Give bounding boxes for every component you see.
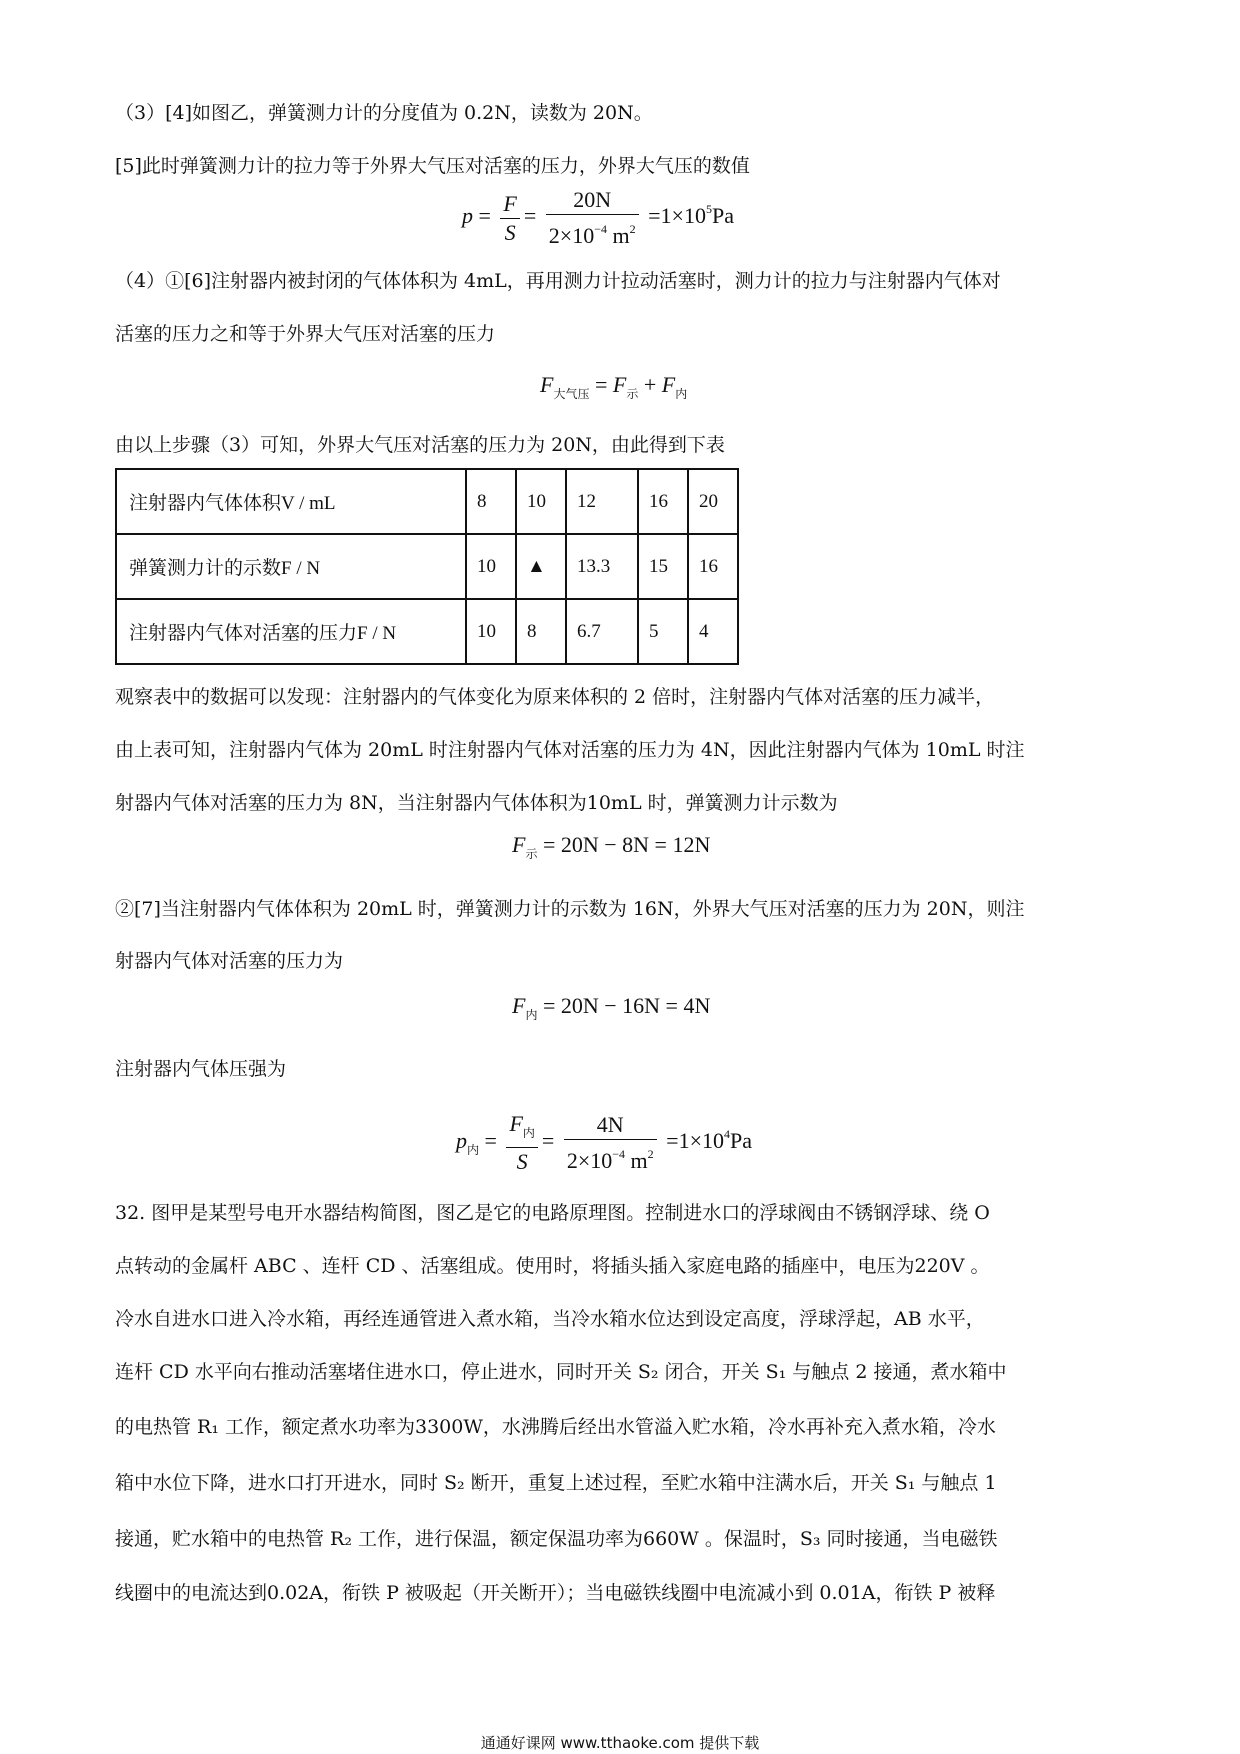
table-cell: 16 (638, 469, 688, 534)
table-cell: 10 (466, 599, 516, 664)
equation-inner-force: $F_内 = 20N - 16N = 4N$ (512, 993, 711, 1022)
equation-pressure: p = $\frac{F}{S}$ = $\frac{20N}{2\times 10^{-4} m^2}$ $=1\times 10^5Pa$ (462, 187, 734, 248)
text-line: ②[7]当注射器内气体体积为 20mL 时，弹簧测力计的示数为 16N，外界大气压对活塞的压力为 20N，则注 (115, 898, 1025, 920)
table-cell: 10 (466, 534, 516, 599)
table-header-cell: 弹簧测力计的示数F / N (116, 534, 466, 599)
table-cell: 8 (466, 469, 516, 534)
text-line: 的电热管 R₁ 工作，额定煮水功率为3300W，水沸腾后经出水管溢入贮水箱，冷水再补充入煮水箱，冷水 (115, 1416, 996, 1438)
text-line: （4）①[6]注射器内被封闭的气体体积为 4mL，再用测力计拉动活塞时，测力计的拉力与注射器内气体对 (115, 270, 1001, 292)
table-header-cell: 注射器内气体对活塞的压力F / N (116, 599, 466, 664)
text-line: 点转动的金属杆 ABC 、连杆 CD 、活塞组成。使用时，将插头插入家庭电路的插座中，电压为220V 。 (115, 1255, 990, 1277)
table-cell: 16 (688, 534, 738, 599)
table-cell: 8 (516, 599, 566, 664)
equation-spring-reading: $F_示 = 20N - 8N = 12N$ (512, 832, 711, 861)
data-table (115, 468, 739, 665)
text-line: 线圈中的电流达到0.02A，衔铁 P 被吸起（开关断开）；当电磁铁线圈中电流减小到 0.01A，衔铁 P 被释 (115, 1582, 996, 1604)
text-line: 射器内气体对活塞的压力为 8N，当注射器内气体体积为10mL 时，弹簧测力计示数为 (115, 792, 838, 814)
table-row (116, 469, 738, 534)
text-line: 冷水自进水口进入冷水箱，再经连通管进入煮水箱，当冷水箱水位达到设定高度，浮球浮起，AB 水平， (115, 1308, 985, 1330)
table-header-cell: 注射器内气体体积V / mL (116, 469, 466, 534)
table-cell: 12 (566, 469, 638, 534)
table-cell: 5 (638, 599, 688, 664)
text-line: 箱中水位下降，进水口打开进水，同时 S₂ 断开，重复上述过程，至贮水箱中注满水后，开关 S₁ 与触点 1 (115, 1472, 997, 1494)
table-cell: 10 (516, 469, 566, 534)
text-line: 接通，贮水箱中的电热管 R₂ 工作，进行保温，额定保温功率为660W 。保温时，S₃ 同时接通，当电磁铁 (115, 1528, 998, 1550)
table-row (116, 534, 738, 599)
text-line: 射器内气体对活塞的压力为 (115, 950, 344, 972)
equation-force-balance: $F_{大气压} = F_示 + F_内$ (540, 372, 688, 401)
equation-inner-pressure: $p_内$ = $\frac{F_内}{S}$ = $\frac{4N}{2\times 10^{-4} m^2}$ $=1\times 10^4Pa$ (456, 1111, 752, 1174)
table-cell: 15 (638, 534, 688, 599)
page-footer: 通通好课网 www.tthaoke.com 提供下载 (480, 1734, 760, 1752)
text-line: [5]此时弹簧测力计的拉力等于外界大气压对活塞的压力，外界大气压的数值 (115, 155, 750, 177)
table-cell: 6.7 (566, 599, 638, 664)
text-line: 观察表中的数据可以发现：注射器内的气体变化为原来体积的 2 倍时，注射器内气体对活塞的压力减半， (115, 686, 995, 708)
table-row (116, 599, 738, 664)
text-line: 活塞的压力之和等于外界大气压对活塞的压力 (115, 323, 496, 345)
text-line: （3）[4]如图乙，弹簧测力计的分度值为 0.2N，读数为 20N。 (115, 102, 653, 124)
table-cell: ▲ (516, 534, 566, 599)
text-line: 由上表可知，注射器内气体为 20mL 时注射器内气体对活塞的压力为 4N，因此注射器内气体为 10mL 时注 (115, 739, 1025, 761)
table-cell: 20 (688, 469, 738, 534)
text-line: 32. 图甲是某型号电开水器结构简图，图乙是它的电路原理图。控制进水口的浮球阀由不锈钢浮球、绕 O (115, 1202, 990, 1224)
table-cell: 4 (688, 599, 738, 664)
text-line: 由以上步骤（3）可知，外界大气压对活塞的压力为 20N，由此得到下表 (115, 434, 725, 456)
table-cell: 13.3 (566, 534, 638, 599)
text-line: 注射器内气体压强为 (115, 1058, 287, 1080)
text-line: 连杆 CD 水平向右推动活塞堵住进水口，停止进水，同时开关 S₂ 闭合，开关 S₁ 与触点 2 接通，煮水箱中 (115, 1361, 1007, 1383)
